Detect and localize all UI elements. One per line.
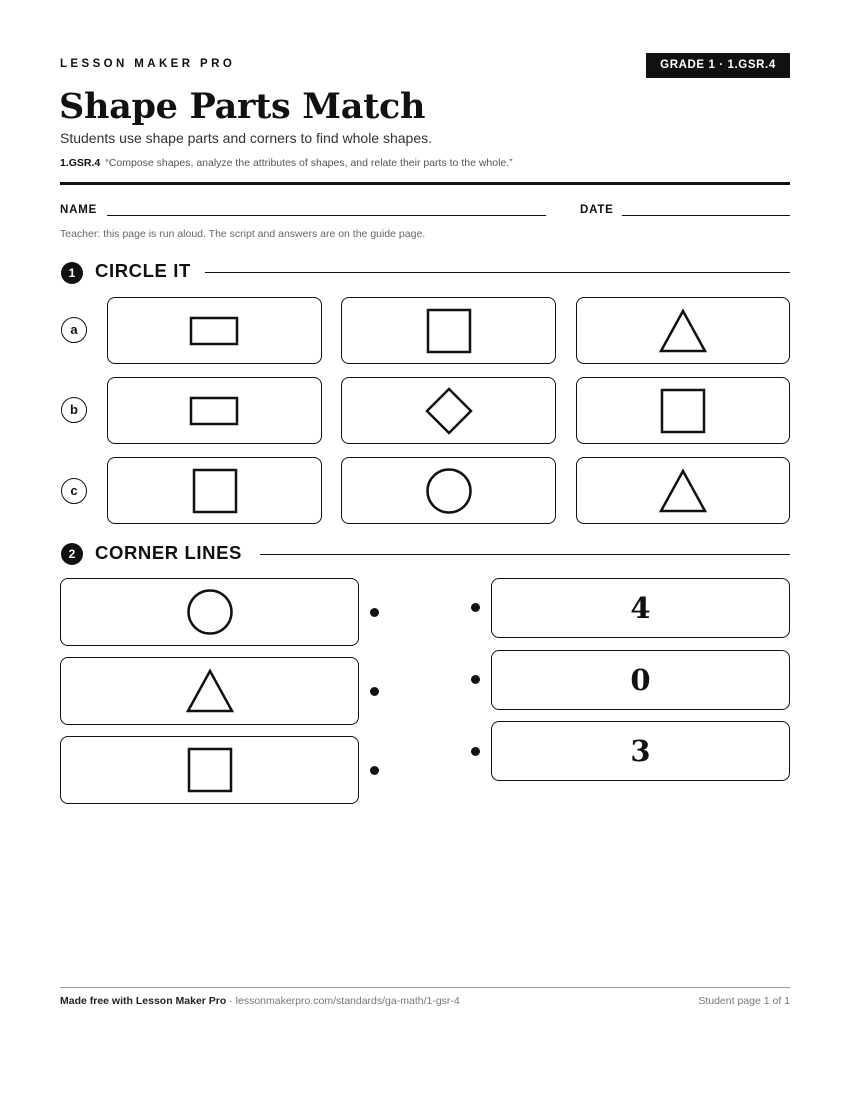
row-b-label: b <box>61 397 87 423</box>
match-dot-left-1[interactable] <box>370 608 379 617</box>
standard-code: 1.GSR.4 <box>60 157 101 169</box>
rectangle-icon <box>189 315 241 347</box>
square-icon <box>426 308 472 354</box>
section-1-number: 1 <box>61 262 83 284</box>
rectangle-icon <box>189 395 241 427</box>
footer-url[interactable]: lessonmakerpro.com/standards/ga-math/1-gsr-4 <box>235 995 460 1007</box>
shape-card-c1[interactable] <box>107 457 322 524</box>
match-dot-right-3[interactable] <box>471 747 480 756</box>
match-number-card-3[interactable] <box>491 721 790 781</box>
footer-page-label: Student page 1 of 1 <box>698 995 790 1007</box>
standard-text: “Compose shapes, analyze the attributes of shapes, and relate their parts to the whole.” <box>105 157 513 169</box>
shape-card-a2[interactable] <box>341 297 556 364</box>
page-subtitle: Students use shape parts and corners to find whole shapes. <box>60 130 433 146</box>
name-label: NAME <box>60 204 98 216</box>
section-1-divider <box>205 272 790 273</box>
match-dot-left-2[interactable] <box>370 687 379 696</box>
match-shape-card-3[interactable] <box>60 736 359 804</box>
triangle-icon <box>658 468 708 514</box>
shape-card-c2[interactable] <box>341 457 556 524</box>
header-divider <box>60 182 790 185</box>
shape-card-c3[interactable] <box>576 457 790 524</box>
brand-name: LESSON MAKER PRO <box>60 58 236 70</box>
square-icon <box>192 468 238 514</box>
footer-divider <box>60 987 790 988</box>
circle-icon <box>186 588 234 636</box>
teacher-note: Teacher: this page is run aloud. The script and answers are on the guide page. <box>60 228 426 240</box>
footer-made-with: Made free with Lesson Maker Pro <box>60 995 227 1007</box>
circle-icon <box>425 467 473 515</box>
name-field[interactable] <box>107 215 546 216</box>
shape-card-b1[interactable] <box>107 377 322 444</box>
footer-separator: · <box>226 995 236 1007</box>
date-field[interactable] <box>622 215 790 216</box>
standard-line <box>60 157 513 169</box>
match-dot-left-3[interactable] <box>370 766 379 775</box>
match-shape-card-2[interactable] <box>60 657 359 725</box>
shape-card-b3[interactable] <box>576 377 790 444</box>
shape-card-b2[interactable] <box>341 377 556 444</box>
section-2-number: 2 <box>61 543 83 565</box>
match-number-card-2[interactable] <box>491 650 790 710</box>
match-number-card-1[interactable] <box>491 578 790 638</box>
shape-card-a3[interactable] <box>576 297 790 364</box>
row-c-label: c <box>61 478 87 504</box>
shape-card-a1[interactable] <box>107 297 322 364</box>
date-label: DATE <box>580 204 614 216</box>
section-2-title: CORNER LINES <box>95 542 242 563</box>
grade-badge: GRADE 1 · 1.GSR.4 <box>646 53 790 78</box>
corner-count-number: 4 <box>630 591 651 625</box>
section-1-title: CIRCLE IT <box>95 260 191 281</box>
match-dot-right-2[interactable] <box>471 675 480 684</box>
triangle-icon <box>185 668 235 714</box>
match-dot-right-1[interactable] <box>471 603 480 612</box>
square-icon <box>660 388 706 434</box>
corner-count-number: 0 <box>630 663 651 697</box>
footer-credit <box>60 995 460 1007</box>
diamond-icon <box>424 386 474 436</box>
corner-count-number: 3 <box>630 734 651 768</box>
match-shape-card-1[interactable] <box>60 578 359 646</box>
triangle-icon <box>658 308 708 354</box>
square-icon <box>187 747 233 793</box>
section-2-divider <box>260 554 790 555</box>
row-a-label: a <box>61 317 87 343</box>
page-title: Shape Parts Match <box>59 86 426 127</box>
